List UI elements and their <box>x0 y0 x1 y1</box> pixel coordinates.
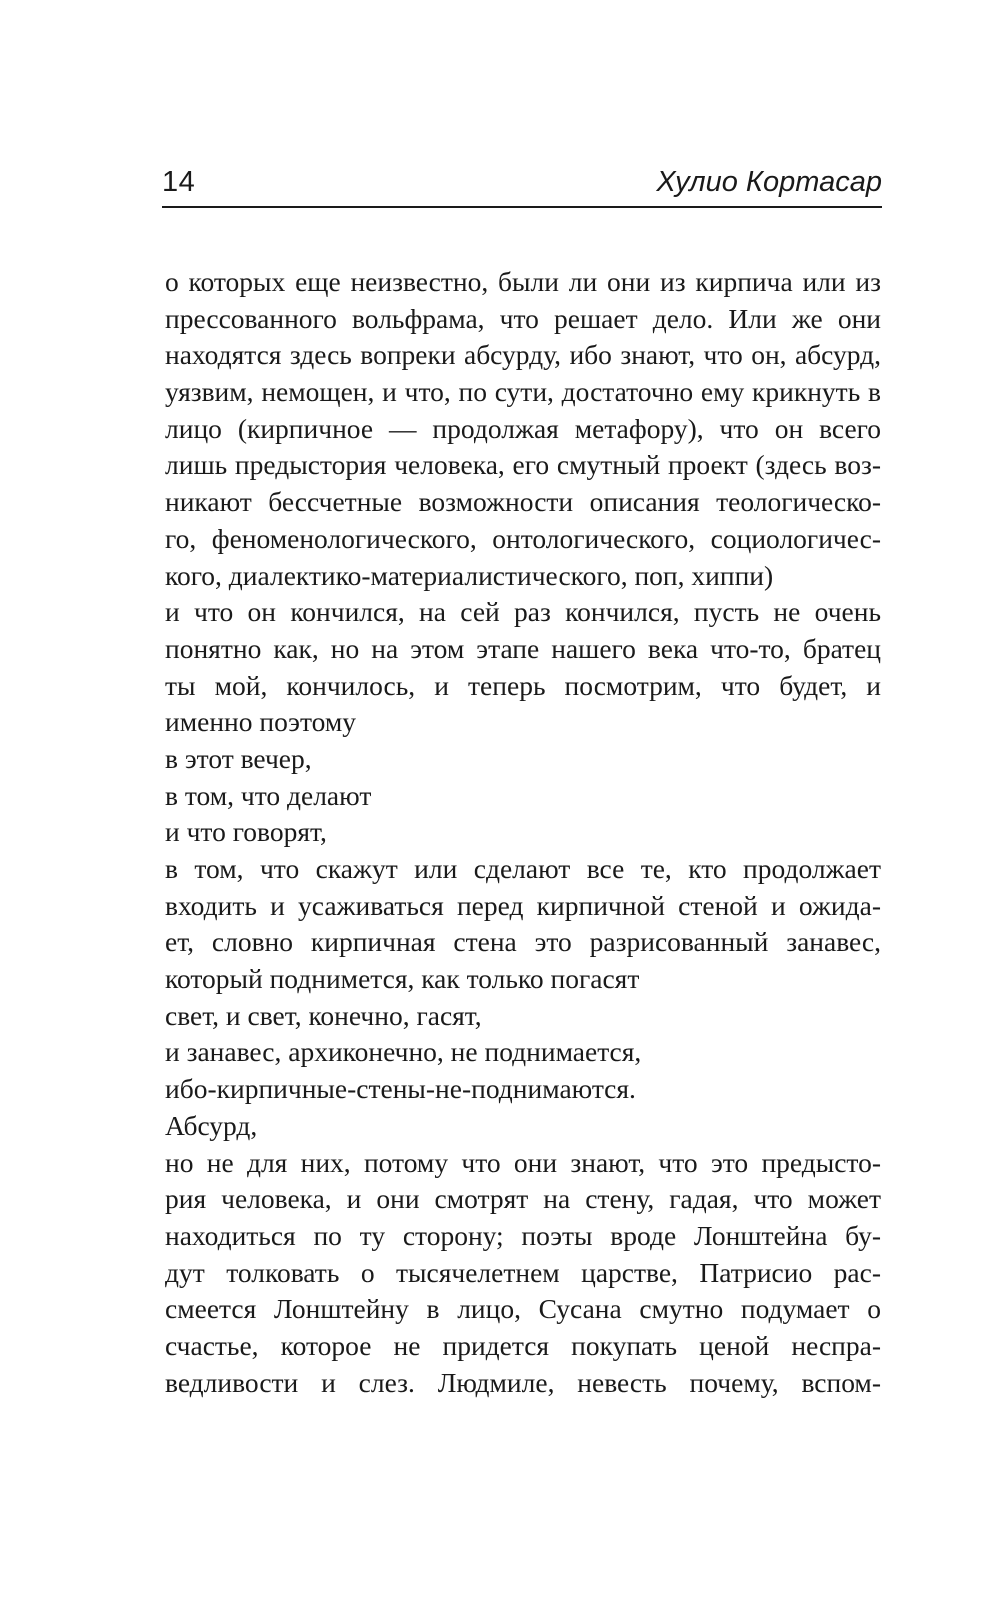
text-line: лишь предыстория человека, его смутный проект (здесь воз- <box>165 449 881 481</box>
text-line: о которых еще неизвестно, были ли они из кирпича или из <box>165 266 881 297</box>
text-line: но не для них, потому что они знают, что это предысто- <box>165 1146 881 1178</box>
text-line: дут толковать о тысячелетнем царстве, Патрисио рас- <box>165 1256 881 1288</box>
text-line: счастье, которое не придется покупать ценой неспра- <box>165 1329 881 1361</box>
running-head-author: Хулио Кортасар <box>656 166 882 198</box>
text-line: ет, словно кирпичная стена это разрисованный занавес, <box>165 926 881 958</box>
text-line: уязвим, немощен, и что, по сути, достаточно ему крикнуть в <box>165 376 881 408</box>
text-line: ибо-кирпичные-стены-не-поднимаются. <box>165 1073 636 1105</box>
text-line: никают бессчетные возможности описания теологическо- <box>165 486 881 518</box>
text-line: смеется Лонштейну в лицо, Сусана смутно подумает о <box>165 1293 881 1325</box>
text-line: и занавес, архиконечно, не поднимается, <box>165 1036 642 1068</box>
body-text <box>165 264 881 1401</box>
running-header <box>162 152 882 208</box>
text-line: лицо (кирпичное — продолжая метафору), что он всего <box>165 412 881 444</box>
text-line: в том, что скажут или сделают все те, кто продолжает <box>165 853 881 884</box>
text-line: свет, и свет, конечно, гасят, <box>165 999 482 1031</box>
page-number: 14 <box>162 166 196 198</box>
text-line: ведливости и слез. Людмиле, невесть почему, вспом- <box>165 1366 881 1398</box>
text-line: входить и усаживаться перед кирпичной стеной и ожида- <box>165 889 881 921</box>
text-line: и что он кончился, на сей раз кончился, пусть не очень <box>165 596 881 628</box>
text-line: ты мой, кончилось, и теперь посмотрим, что будет, и <box>165 669 881 701</box>
text-line: понятно как, но на этом этапе нашего века что-то, братец <box>165 632 881 664</box>
text-line: и что говорят, <box>165 816 327 848</box>
text-line: именно поэтому <box>165 706 357 738</box>
text-line: кого, диалектико-материалистического, поп, хиппи) <box>165 559 774 591</box>
text-line: прессованного вольфрама, что решает дело. Или же они <box>165 302 881 334</box>
text-line: в этот вечер, <box>165 742 312 774</box>
text-line: рия человека, и они смотрят на стену, гадая, что может <box>165 1183 881 1215</box>
text-line: в том, что делают <box>165 779 372 811</box>
text-line: Абсурд, <box>165 1109 258 1141</box>
text-line: го, феноменологического, онтологического, социологичес- <box>165 522 881 554</box>
text-line: находиться по ту сторону; поэты вроде Лонштейна бу- <box>165 1219 881 1251</box>
text-line: находятся здесь вопреки абсурду, ибо знают, что он, абсурд, <box>165 339 881 371</box>
text-line: который поднимется, как только погасят <box>165 963 640 995</box>
